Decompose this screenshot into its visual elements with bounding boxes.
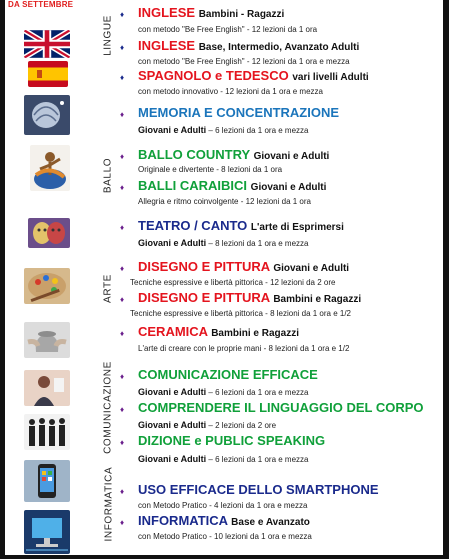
brain-icon <box>24 95 70 135</box>
course-desc: con metodo innovativo - 12 lezioni da 1 ora e mezza <box>138 87 323 96</box>
course-title: DISEGNO E PITTURA Bambini e Ragazzi <box>138 290 362 305</box>
course-desc: Tecniche espressive e libertà pittorica - 8 lezioni da 1 ora e 1/2 <box>130 309 352 318</box>
course-title: DIZIONE e PUBLIC SPEAKING <box>138 433 326 448</box>
bullet-icon: ♦ <box>120 438 125 447</box>
course-title: INGLESE Base, Intermedio, Avanzato Adulti <box>138 38 360 53</box>
left-border <box>0 0 5 559</box>
bullet-icon: ♦ <box>120 10 125 19</box>
bullet-icon: ♦ <box>120 295 125 304</box>
course-desc: Giovani e Adulti – 6 lezioni da 1 ora e mezza <box>138 387 309 397</box>
course-title: TEATRO / CANTO L'arte di Esprimersi <box>138 218 344 233</box>
course-desc: Giovani e Adulti – 6 lezioni da 1 ora e mezza <box>138 454 309 464</box>
paint-palette-icon <box>24 268 70 304</box>
course-desc: Giovani e Adulti – 6 lezioni da 1 ora e mezza <box>138 125 309 135</box>
bullet-icon: ♦ <box>120 487 125 496</box>
course-desc: con Metodo Pratico - 10 lezioni da 1 ora e mezza <box>138 532 312 541</box>
course-title: USO EFFICACE DELLO SMARTPHONE <box>138 482 379 497</box>
bullet-icon: ♦ <box>120 110 125 119</box>
course-title: INGLESE Bambini - Ragazzi <box>138 5 285 20</box>
smartphone-icon <box>24 460 70 502</box>
course-title: MEMORIA E CONCENTRAZIONE <box>138 105 340 120</box>
bullet-icon: ♦ <box>120 405 125 414</box>
bullet-icon: ♦ <box>120 264 125 273</box>
course-desc: Originale e divertente - 8 lezioni da 1 ora <box>138 165 283 174</box>
course-title: BALLO COUNTRY Giovani e Adulti <box>138 147 330 162</box>
bullet-icon: ♦ <box>120 152 125 161</box>
right-border <box>443 0 449 559</box>
bottom-border <box>0 555 449 559</box>
speaker-icon <box>24 370 70 406</box>
uk-flag-icon <box>24 30 70 58</box>
bullet-icon: ♦ <box>120 223 125 232</box>
bullet-icon: ♦ <box>120 518 125 527</box>
course-title: SPAGNOLO e TEDESCO vari livelli Adulti <box>138 68 369 83</box>
course-title: INFORMATICA Base e Avanzato <box>138 513 310 528</box>
pottery-hands-icon <box>24 322 70 358</box>
spain-flag-icon <box>28 61 68 87</box>
category-lingue: LINGUE <box>102 15 114 56</box>
bullet-icon: ♦ <box>120 183 125 192</box>
header-label: DA SETTEMBRE <box>8 0 74 9</box>
course-desc: L'arte di creare con le proprie mani - 8 lezioni da 1 ora e 1/2 <box>138 344 350 353</box>
course-desc: con metodo "Be Free English" - 12 lezioni da 1 ora <box>138 25 318 34</box>
course-desc: Giovani e Adulti – 2 lezioni da 2 ore <box>138 420 277 430</box>
course-desc: con Metodo Pratico - 4 lezioni da 1 ora e mezza <box>138 501 308 510</box>
category-arte: ARTE <box>102 274 114 303</box>
computer-icon <box>24 510 70 554</box>
theater-masks-icon <box>28 218 70 248</box>
course-title: COMUNICAZIONE EFFICACE <box>138 367 318 382</box>
bullet-icon: ♦ <box>120 43 125 52</box>
course-title: CERAMICA Bambini e Ragazzi <box>138 324 300 339</box>
business-people-icon <box>24 414 70 450</box>
course-title: DISEGNO E PITTURA Giovani e Adulti <box>138 259 350 274</box>
course-desc: Allegria e ritmo coinvolgente - 12 lezioni da 1 ora <box>138 197 311 206</box>
category-comunicazione: COMUNICAZIONE <box>102 361 114 454</box>
course-desc: con metodo "Be Free English" - 12 lezioni da 1 ora e mezza <box>138 57 350 66</box>
bullet-icon: ♦ <box>120 372 125 381</box>
bullet-icon: ♦ <box>120 329 125 338</box>
course-desc: Giovani e Adulti – 8 lezioni da 1 ora e mezza <box>138 238 309 248</box>
bullet-icon: ♦ <box>120 73 125 82</box>
dancer-icon <box>30 145 70 191</box>
course-title: COMPRENDERE IL LINGUAGGIO DEL CORPO <box>138 400 424 415</box>
course-desc: Tecniche espressive e libertà pittorica - 12 lezioni da 2 ore <box>130 278 336 287</box>
category-informatica: INFORMATICA <box>103 466 115 542</box>
course-title: BALLI CARAIBICI Giovani e Adulti <box>138 178 327 193</box>
category-ballo: BALLO <box>102 157 114 194</box>
